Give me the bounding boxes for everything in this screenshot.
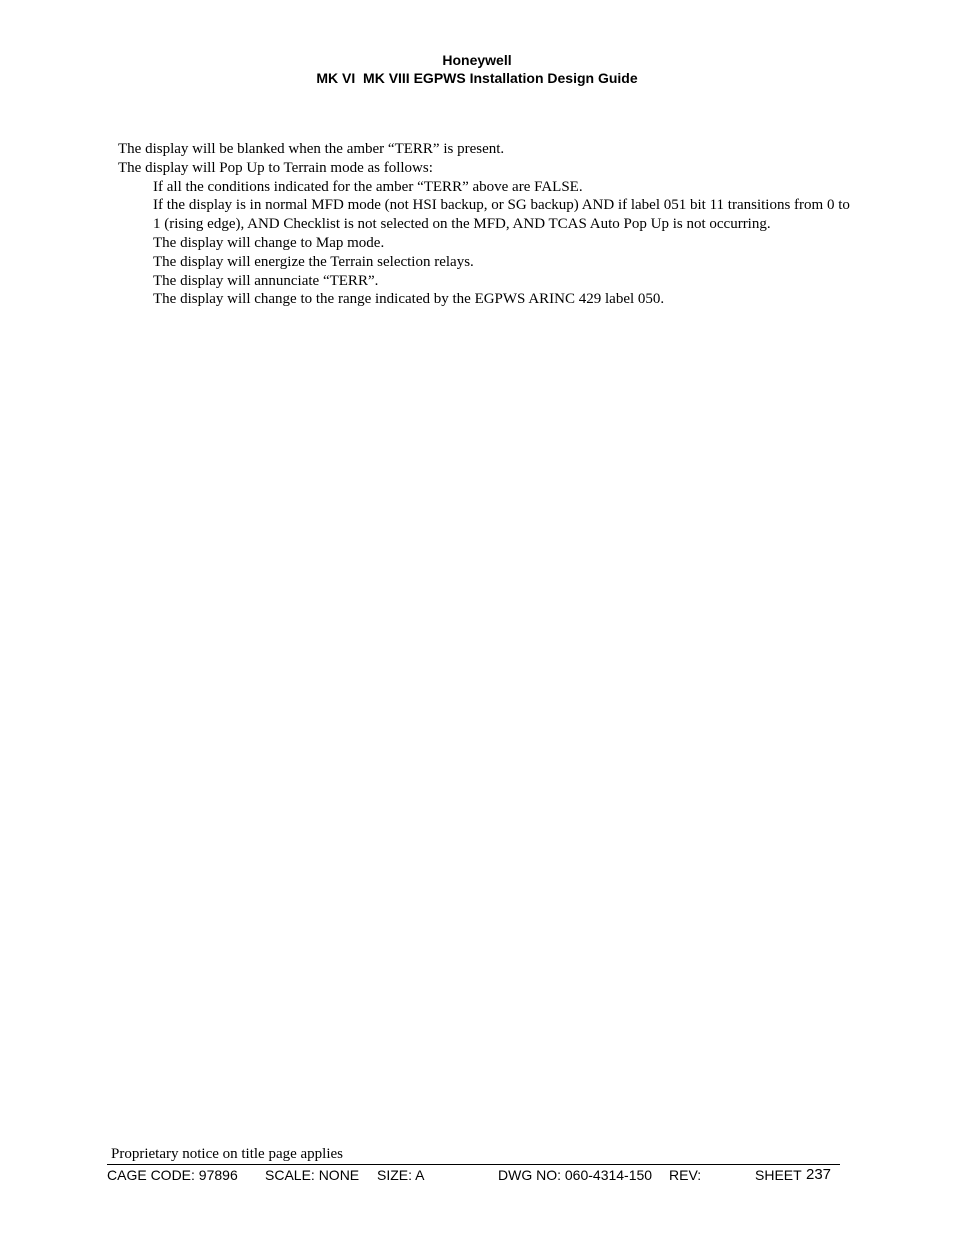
page-header: [0, 51, 954, 87]
text-line: The display will Pop Up to Terrain mode as follows:: [118, 159, 433, 176]
company-name: Honeywell: [442, 52, 512, 68]
document-title: MK VI MK VIII EGPWS Installation Design Guide: [316, 70, 638, 86]
indented-line: The display will energize the Terrain selection relays.: [153, 253, 474, 270]
indented-line: If the display is in normal MFD mode (not HSI backup, or SG backup) AND if label 051 bit 11 transitions from 0 to 1 (rising edge), AND Checklist is not selected on the MFD, AND TCAS Auto Pop Up is not occurring.: [153, 197, 850, 233]
revision: REV:: [669, 1167, 702, 1183]
sheet-label: SHEET: [755, 1167, 802, 1183]
footer-divider: [107, 1164, 840, 1165]
body-text: [118, 140, 858, 309]
text-line: The display will be blanked when the amber “TERR” is present.: [118, 141, 505, 157]
indented-line: The display will change to the range indicated by the EGPWS ARINC 429 label 050.: [153, 291, 665, 308]
indented-line: The display will annunciate “TERR”.: [153, 272, 379, 289]
scale: SCALE: NONE: [265, 1167, 360, 1183]
indented-line: The display will change to Map mode.: [153, 234, 385, 251]
indented-line: If all the conditions indicated for the amber “TERR” above are FALSE.: [153, 178, 583, 195]
proprietary-notice: Proprietary notice on title page applies: [111, 1146, 344, 1162]
drawing-number: DWG NO: 060-4314-150: [498, 1167, 653, 1183]
size: SIZE: A: [377, 1167, 425, 1183]
sheet-number: 237: [806, 1166, 832, 1183]
cage-code: CAGE CODE: 97896: [107, 1167, 238, 1183]
